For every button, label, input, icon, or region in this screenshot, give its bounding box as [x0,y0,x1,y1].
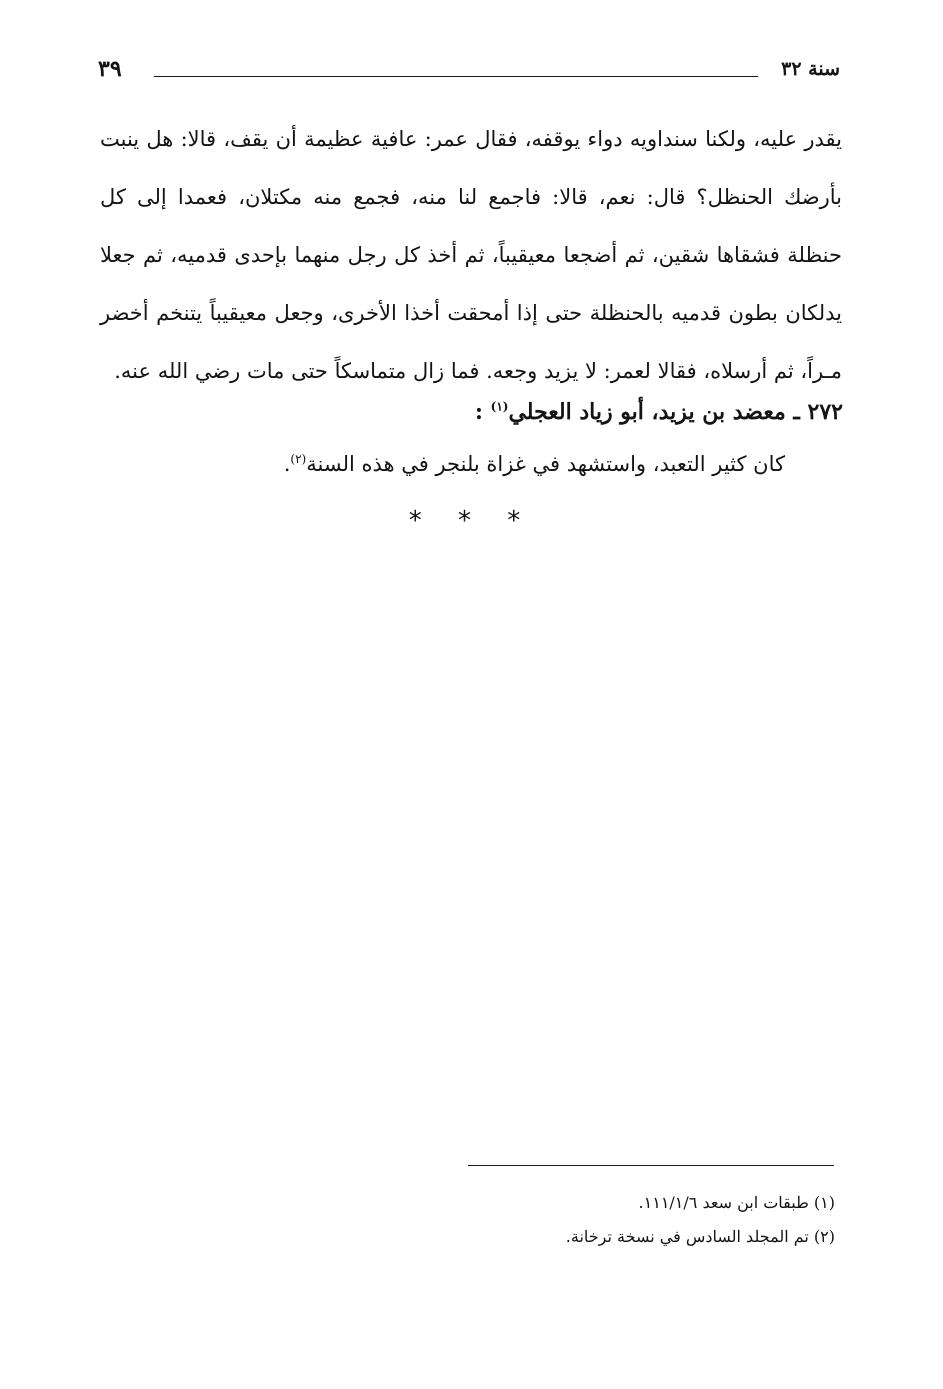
entry-heading-text: ٢٧٢ ـ معضد بن يزيد، أبو زياد العجلي [508,399,843,425]
header-rule [154,76,758,77]
entry-text [101,444,785,484]
running-head: سنة ٣٢ [781,58,840,80]
entry-text-period: . [283,452,291,476]
entry-heading [101,392,843,432]
footnote-1: (١) طبقات ابن سعد ١١١/١/٦. [638,1193,835,1212]
footnote-rule [468,1165,834,1166]
biography-entry [101,392,843,484]
page-header [98,56,840,90]
entry-text-body: كان كثير التعبد، واستشهد في غزاة بلنجر في هذه السنة [306,452,785,476]
footnote-2: (٢) تم المجلد السادس في نسخة ترخانة. [565,1227,835,1246]
footnote-ref-2: (٢) [290,452,307,466]
footnotes [335,1186,835,1254]
footnote-ref-1: (١) [490,399,509,414]
section-separator: * * * [408,506,535,536]
body-paragraph: يقدر عليه، ولكنا سنداويه دواء يوقفه، فقال عمر: عافية عظيمة أن يقف، قالا: هل ينبت بأرضك الحنظل؟ قال: نعم، قالا: فاجمع لنا منه، فجمع منه مكتلان، فعمدا إلى كل حنظلة فشقاها شقين، ثم أضجعا معيقيباً، ثم أخذ كل رجل منهما بإحدى قدميه، ثم جعلا يدلكان بطون قدميه بالحنظلة حتى إذا أمحقت أخذا الأخرى، وجعل معيقيباً يتنخم أخضر مـراً، ثم أرسلاه، فقالا لعمر: لا يزيد وجعه. فما زال متماسكاً حتى مات رضي الله عنه. [100,127,842,383]
entry-heading-colon: : [474,399,483,425]
page-number: ٣٩ [98,56,122,82]
